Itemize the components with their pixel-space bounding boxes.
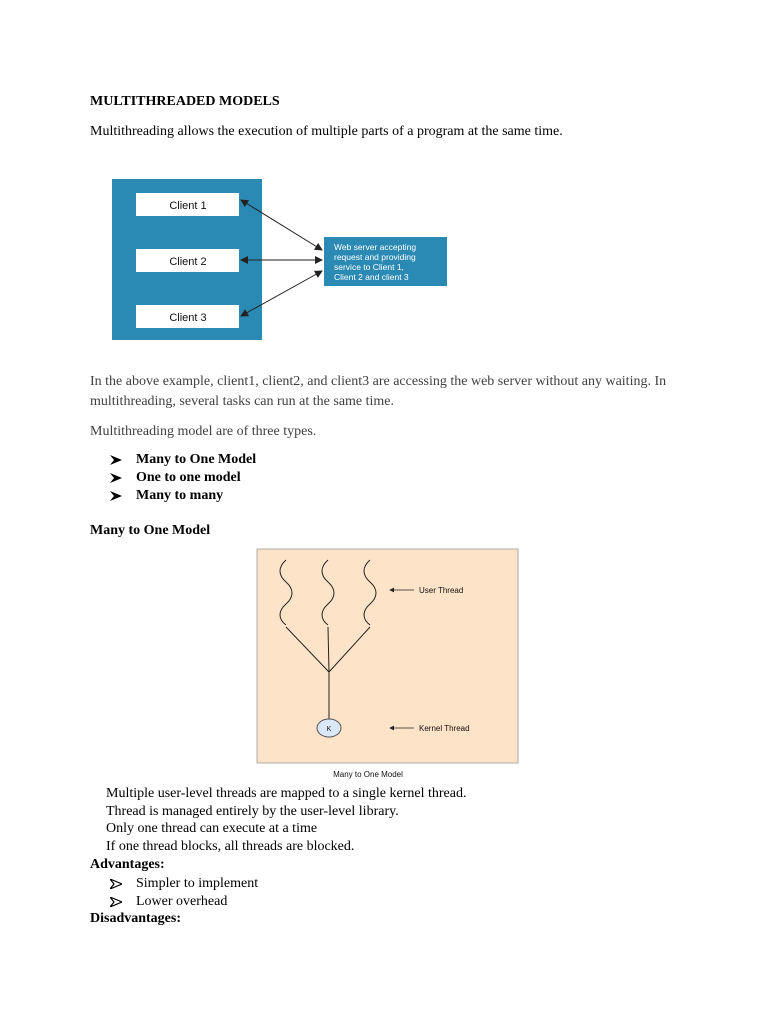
description-line: Thread is managed entirely by the user-level library. [106, 803, 399, 819]
description-block [106, 785, 466, 855]
arrow-bullet-icon [110, 455, 122, 465]
page-title: MULTITHREADED MODELS [90, 94, 280, 109]
description-line: Multiple user-level threads are mapped to a single kernel thread. [106, 786, 467, 801]
many-to-one-diagram [248, 545, 523, 783]
type-label: Many to many [136, 488, 224, 503]
intro-paragraph: Multithreading allows the execution of multiple parts of a program at the same time. [90, 124, 563, 139]
user-thread-label: User Thread [419, 586, 464, 595]
type-label: One to one model [136, 470, 241, 485]
server-line-4: Client 2 and client 3 [334, 272, 409, 282]
client-label-2: Client 2 [169, 256, 207, 268]
types-list [90, 451, 256, 505]
advantages-heading: Advantages: [90, 857, 165, 872]
server-line-1: Web server accepting [334, 242, 417, 252]
kernel-thread-label: Kernel Thread [419, 724, 470, 733]
section-title: Many to One Model [90, 523, 211, 538]
list-item [90, 469, 256, 487]
example-paragraph: In the above example, client1, client2, and client3 are accessing the web server without any waiting. In multithreading, several tasks can run at the same time. [90, 374, 667, 409]
diagram-background [257, 549, 518, 763]
client-server-diagram [0, 0, 768, 360]
advantages-list [90, 875, 258, 911]
arrow-bullet-icon [110, 879, 122, 889]
type-label: Many to One Model [136, 452, 257, 467]
arrow-bullet-icon [110, 473, 122, 483]
kernel-node-label: K [326, 726, 332, 733]
list-item [90, 875, 258, 893]
advantage-label: Lower overhead [136, 894, 228, 909]
description-line: If one thread blocks, all threads are blocked. [106, 838, 355, 854]
arrow-bullet-icon [110, 491, 122, 501]
types-intro: Multithreading model are of three types. [90, 424, 317, 439]
disadvantages-heading: Disadvantages: [90, 911, 182, 926]
server-line-3: service to Client 1, [334, 262, 404, 272]
client-label-1: Client 1 [169, 200, 207, 212]
diagram-caption: Many to One Model [333, 770, 403, 779]
list-item [90, 451, 256, 469]
client-label-3: Client 3 [169, 312, 207, 324]
description-line: Only one thread can execute at a time [106, 821, 318, 836]
advantage-label: Simpler to implement [136, 876, 259, 891]
list-item [90, 487, 256, 505]
arrow-bullet-icon [110, 897, 122, 907]
list-item [90, 893, 258, 911]
server-line-2: request and providing [334, 252, 416, 262]
